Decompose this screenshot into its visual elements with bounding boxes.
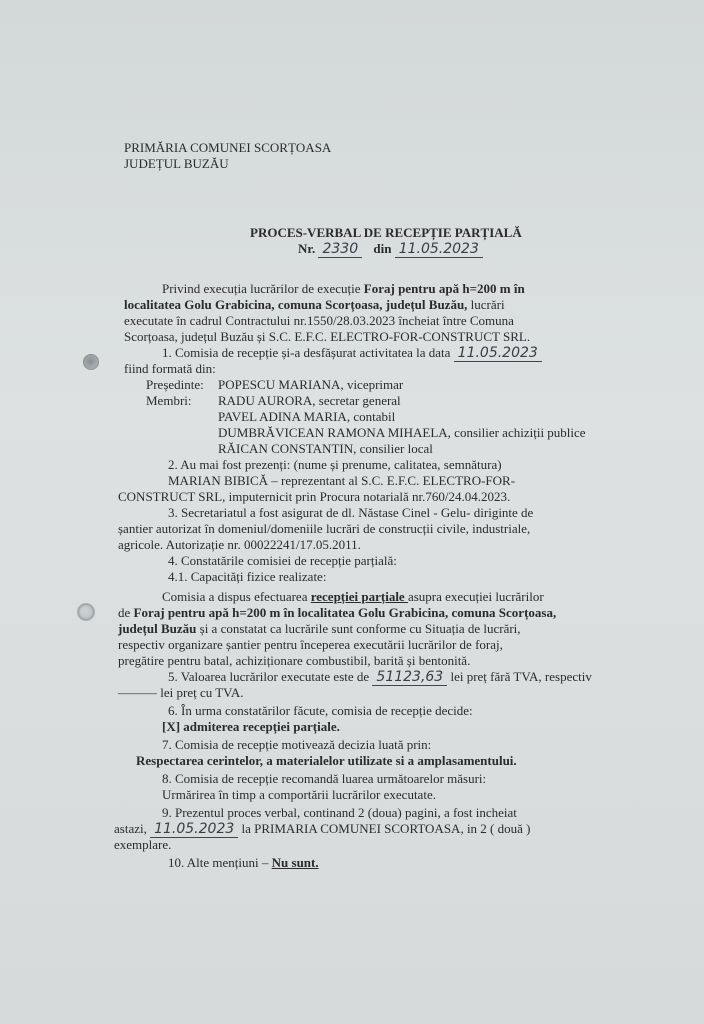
item-5-line-2 bbox=[118, 685, 244, 700]
member: PAVEL ADINA MARIA, contabil bbox=[218, 409, 396, 424]
item-5-text: lei preț cu TVA. bbox=[160, 685, 244, 700]
item-2-line-1: 2. Au mai fost prezenți: (nume și prenume, calitatea, semnătura) bbox=[168, 457, 502, 472]
item-3-line-1: 3. Secretariatul a fost asigurat de dl. Năstase Cinel - Gelu- diriginte de bbox=[168, 505, 534, 520]
nr-value: 2330 bbox=[318, 241, 362, 258]
item-9-text: la PRIMARIA COMUNEI SCORTOASA, in 2 ( două ) bbox=[241, 821, 531, 836]
finding-line-1 bbox=[162, 589, 544, 604]
item-7-reason: Respectarea cerintelor, a materialelor utilizate si a amplasamentului. bbox=[136, 753, 517, 768]
works-value: 51123,63 bbox=[372, 669, 447, 686]
finding-text: de bbox=[118, 605, 134, 620]
member: RADU AURORA, secretar general bbox=[218, 393, 401, 408]
header-line-1: PRIMĂRIA COMUNEI SCORȚOASA bbox=[124, 140, 332, 155]
finding-line-4: respectiv organizare șantier pentru începerea executării lucrărilor de foraj, bbox=[118, 637, 503, 652]
member: DUMBRĂVICEAN RAMONA MIHAELA, consilier achiziții publice bbox=[218, 425, 586, 440]
finding-emphasis: recepției parțiale bbox=[310, 589, 408, 604]
item-8-line-1: 8. Comisia de recepție recomandă luarea următoarelor măsuri: bbox=[162, 771, 487, 786]
finding-line-5: pregătire pentru batal, achiziționare combustibil, barită și bentonită. bbox=[118, 653, 471, 668]
intro-text: Privind execuția lucrărilor de execuție bbox=[162, 281, 364, 296]
header-line-2: JUDEȚUL BUZĂU bbox=[124, 156, 229, 171]
item-4-line-1: 4. Constatările comisiei de recepție parțială: bbox=[168, 553, 397, 568]
item-5-text: 5. Valoarea lucrărilor executate este de bbox=[168, 669, 370, 684]
item-3-line-3: agricole. Autorizație nr. 00022241/17.05.2011. bbox=[118, 537, 361, 552]
item-2-line-2: MARIAN BIBICĂ – reprezentant al S.C. E.F.C. ELECTRO-FOR- bbox=[168, 473, 516, 488]
member: RĂICAN CONSTANTIN, consilier local bbox=[218, 441, 433, 456]
item-1-date: 11.05.2023 bbox=[454, 345, 542, 362]
item-6-line-1: 6. În urma constatărilor făcute, comisia de recepție decide: bbox=[168, 703, 473, 718]
item-2-line-3: CONSTRUCT SRL, imputernicit prin Procura notarială nr.760/24.04.2023. bbox=[118, 489, 511, 504]
president-label: Președinte: bbox=[146, 377, 204, 392]
item-10-label: 10. Alte mențiuni – bbox=[168, 855, 272, 870]
item-7-line-1: 7. Comisia de recepție motivează decizia luată prin: bbox=[162, 737, 432, 752]
intro-line-2 bbox=[124, 297, 505, 312]
item-8-line-2: Urmărirea în timp a comportării lucrărilor executate. bbox=[162, 787, 436, 802]
item-9-line-1: 9. Prezentul proces verbal, continand 2 (doua) pagini, a fost incheiat bbox=[162, 805, 517, 820]
item-3-line-2: șantier autorizat în domeniul/domeniile lucrări de construcții civile, industriale, bbox=[118, 521, 531, 536]
nr-label: Nr. bbox=[298, 241, 316, 256]
intro-line-1 bbox=[162, 281, 525, 296]
item-9-line-3: exemplare. bbox=[114, 837, 172, 852]
item-5-line-1 bbox=[168, 669, 592, 685]
item-4-line-2: 4.1. Capacități fizice realizate: bbox=[168, 569, 327, 584]
item-10-value: Nu sunt. bbox=[271, 855, 319, 870]
item-1-cont: fiind formată din: bbox=[124, 361, 216, 376]
finding-work-title: Foraj pentru apă h=200 m în localitatea Golu Grabicina, comuna Scorțoasa, bbox=[133, 605, 557, 620]
members-label: Membri: bbox=[146, 393, 192, 408]
document-date: 11.05.2023 bbox=[395, 241, 483, 258]
item-5-text: lei preț fără TVA, respectiv bbox=[450, 669, 592, 684]
document-number bbox=[298, 241, 483, 257]
intro-text: lucrări bbox=[467, 297, 505, 312]
intro-line-3: executate în cadrul Contractului nr.1550/28.03.2023 încheiat între Comuna bbox=[124, 313, 514, 328]
work-location: localitatea Golu Grabicina, comuna Scorțoasa, județul Buzău, bbox=[124, 297, 468, 312]
president-name: POPESCU MARIANA, viceprimar bbox=[218, 377, 404, 392]
work-title: Foraj pentru apă h=200 m în bbox=[363, 281, 525, 296]
document-title: PROCES-VERBAL DE RECEPȚIE PARȚIALĂ bbox=[250, 225, 522, 240]
finding-text: și a constatat ca lucrările sunt conforme cu Situația de lucrări, bbox=[196, 621, 521, 636]
item-9-line-2 bbox=[114, 821, 530, 837]
finding-line-2 bbox=[118, 605, 556, 620]
vat-blank: ——— bbox=[118, 685, 157, 700]
punch-hole bbox=[77, 603, 95, 621]
punch-hole bbox=[83, 354, 99, 370]
item-1 bbox=[162, 345, 542, 361]
finding-line-3 bbox=[118, 621, 521, 636]
intro-line-4: Scorțoasa, județul Buzău și S.C. E.F.C. ELECTRO-FOR-CONSTRUCT SRL. bbox=[124, 329, 531, 344]
din-label: din bbox=[373, 241, 392, 256]
item-10 bbox=[168, 855, 319, 870]
item-6-decision: [X] admiterea recepției parțiale. bbox=[162, 719, 340, 734]
item-9-date: 11.05.2023 bbox=[150, 821, 238, 838]
finding-text: asupra execuției lucrărilor bbox=[407, 589, 544, 604]
finding-county: județul Buzău bbox=[118, 621, 197, 636]
finding-text: Comisia a dispus efectuarea bbox=[162, 589, 311, 604]
item-1-text: 1. Comisia de recepție și-a desfășurat activitatea la data bbox=[162, 345, 451, 360]
item-9-text: astazi, bbox=[114, 821, 147, 836]
